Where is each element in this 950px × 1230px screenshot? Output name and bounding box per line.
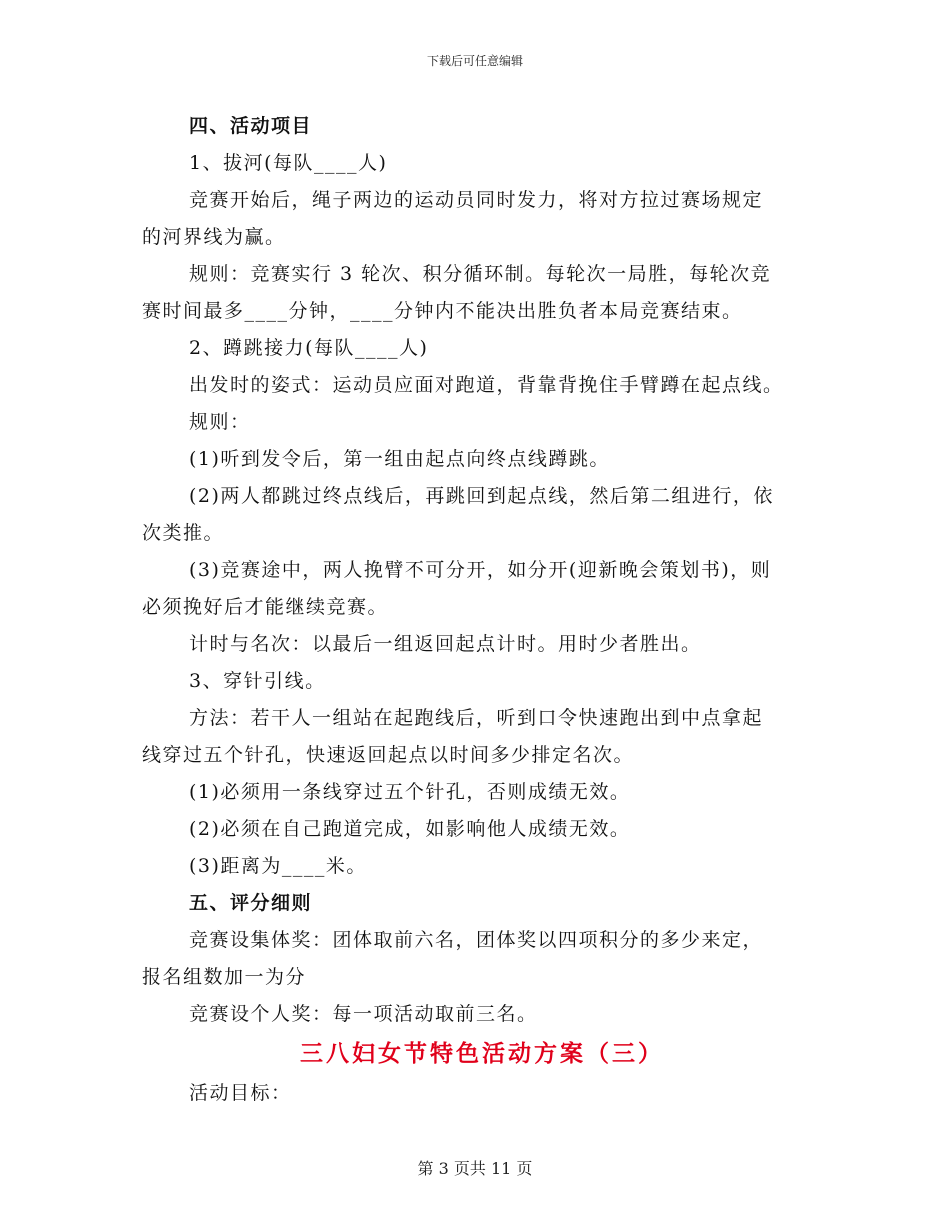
- paragraph-line: 方法：若干人一组站在起跑线后，听到口令快速跑出到中点拿起: [189, 707, 764, 729]
- document-body: [142, 108, 810, 1112]
- list-item: (1)必须用一条线穿过五个针孔，否则成绩无效。: [189, 781, 631, 803]
- paragraph-line: 计时与名次：以最后一组返回起点计时。用时少者胜出。: [189, 633, 702, 655]
- paragraph-line: 竞赛开始后，绳子两边的运动员同时发力，将对方拉过赛场规定: [189, 189, 764, 211]
- list-item: (1)听到发令后，第一组由起点向终点线蹲跳。: [189, 448, 610, 470]
- paragraph-line: 必须挽好后才能继续竞赛。: [142, 596, 389, 618]
- paragraph-line: 次类推。: [142, 522, 225, 544]
- list-item: (2)两人都跳过终点线后，再跳回到起点线，然后第二组进行，依: [189, 485, 774, 507]
- paragraph-line: 报名组数加一为分: [142, 966, 307, 988]
- paragraph-line: 规则：竞赛实行 3 轮次、积分循环制。每轮次一局胜，每轮次竞: [189, 263, 772, 285]
- list-item: (3)竞赛途中，两人挽臂不可分开，如分开(迎新晚会策划书)，则: [189, 559, 772, 581]
- item-squat-jump-relay: 2、蹲跳接力(每队____人): [189, 337, 429, 359]
- list-item: (2)必须在自己跑道完成，如影响他人成绩无效。: [189, 818, 631, 840]
- paragraph-line: 线穿过五个针孔，快速返回起点以时间多少排定名次。: [142, 744, 635, 766]
- page-footer: 第 3 页共 11 页: [417, 1159, 533, 1178]
- paragraph-line: 竞赛设个人奖：每一项活动取前三名。: [189, 1003, 538, 1025]
- page-header: 下载后可任意编辑: [426, 54, 523, 68]
- paragraph-line: 的河界线为赢。: [142, 226, 286, 248]
- section-heading-scoring: 五、评分细则: [189, 892, 313, 914]
- paragraph-line: 出发时的姿式：运动员应面对跑道，背靠背挽住手臂蹲在起点线。: [189, 374, 784, 396]
- item-tug-of-war: 1、拔河(每队____人): [189, 152, 388, 174]
- paragraph-line: 竞赛设集体奖：团体取前六名，团体奖以四项积分的多少来定，: [189, 929, 764, 951]
- section-heading-activities: 四、活动项目: [189, 115, 313, 137]
- document-title: 三八妇女节特色活动方案（三）: [300, 1040, 664, 1067]
- list-item: (3)距离为____米。: [189, 855, 367, 877]
- paragraph-line: 赛时间最多____分钟，____分钟内不能决出胜负者本局竞赛结束。: [142, 300, 743, 322]
- paragraph-line: 活动目标：: [189, 1082, 292, 1104]
- paragraph-line: 规则：: [189, 411, 251, 433]
- item-threading-needle: 3、穿针引线。: [189, 670, 326, 692]
